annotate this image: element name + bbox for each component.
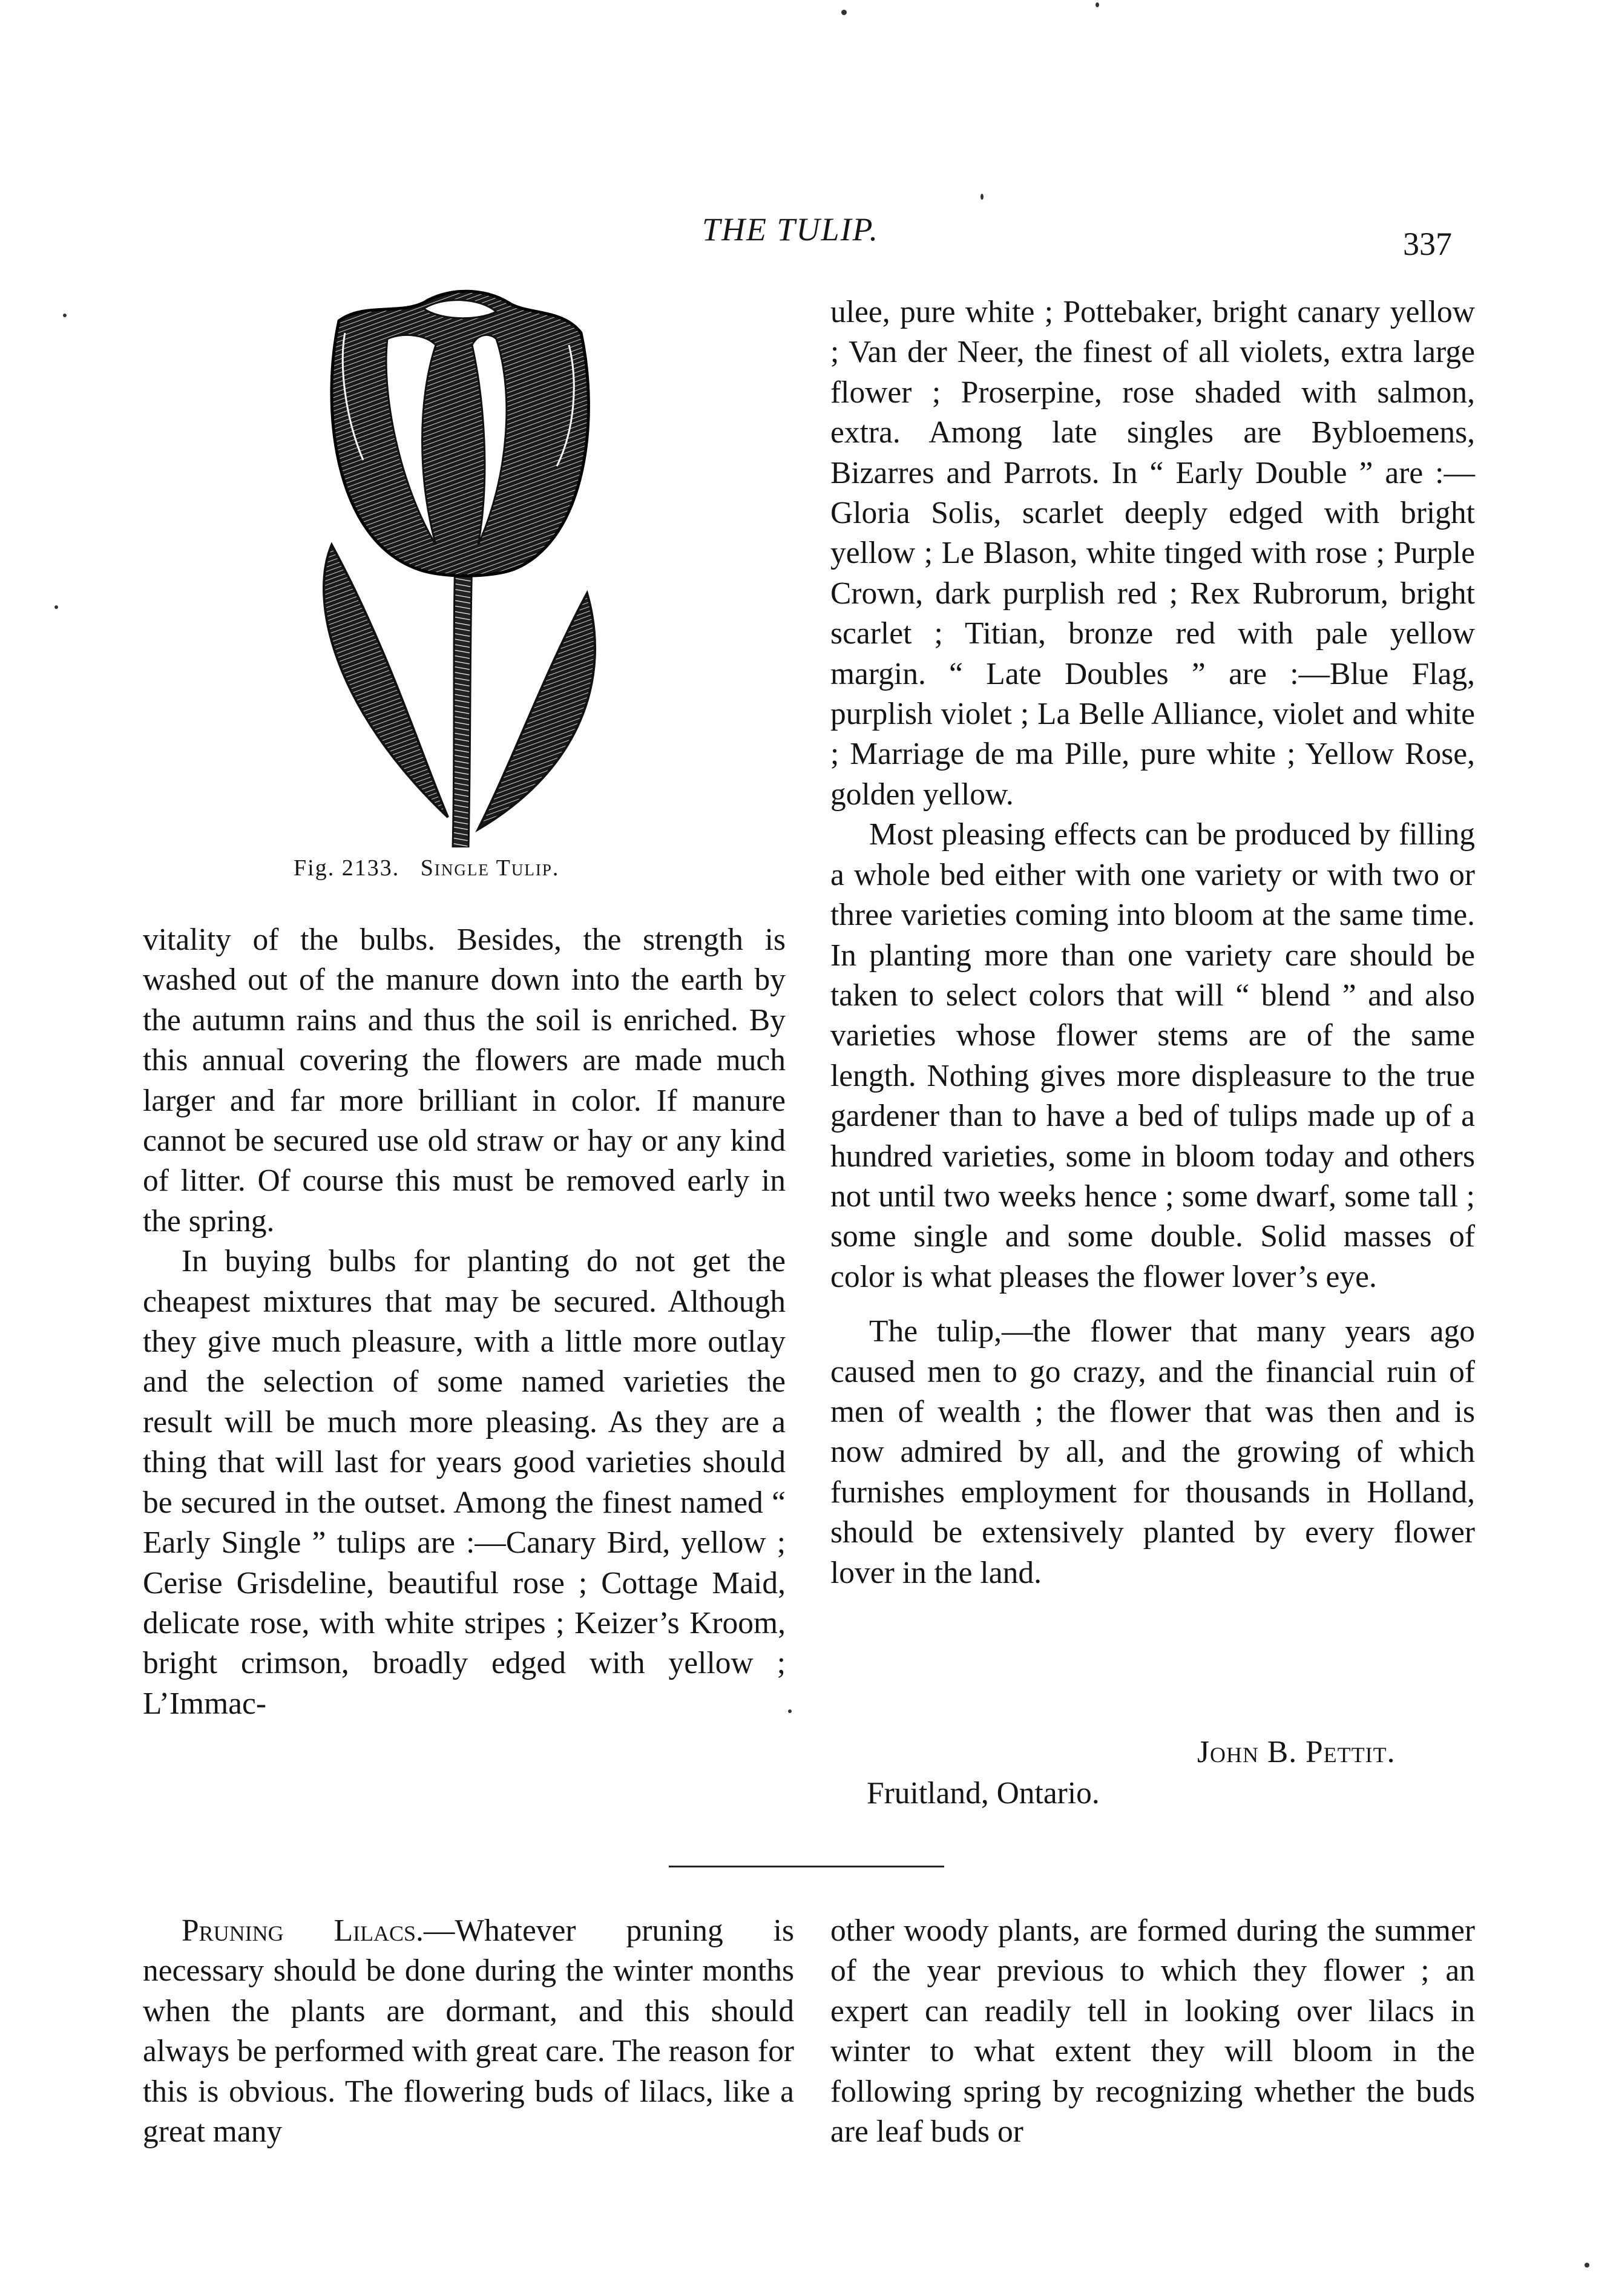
scan-speck: [980, 194, 984, 200]
scan-speck: [841, 10, 847, 15]
scan-speck: [1585, 2263, 1589, 2268]
figure-label: Single Tulip.: [420, 855, 560, 881]
paragraph: Most pleasing effects can be produced by filling a whole bed either with one variety or with two or three varieties coming into bloom at the same time. In planting more than one variety care should be taken to select colors that will “ blend ” and also varieties whose flower stems are of the same length. Nothing gives more displeasure to the true gardener than to have a bed of tulips made up of a hundred varieties, some in bloom today and others not until two weeks hence ; some dwarf, some tall ; some single and some double. Solid masses of color is what pleases the flower lover’s eye.: [830, 817, 1475, 1294]
scan-speck: [788, 1709, 792, 1713]
paragraph-text: —Whatever pruning is necessary should be done during the winter months when the plants are dormant, and this should always be performed with great care. The reason for this is obvious. The flowering buds of lilacs, like a great many: [143, 1913, 794, 2150]
figure-number: Fig. 2133.: [294, 855, 400, 881]
paragraph: The tulip,—the flower that many years ago caused men to go crazy, and the financial ruin of men of wealth ; the flower that was then and is now admired by all, and the growing of which furnishes employment for thousands in Holland, should be extensively planted by every flower lover in the land.: [830, 1314, 1475, 1590]
figure-caption: [294, 855, 559, 881]
scan-speck: [1095, 2, 1099, 7]
article-right-column: [830, 292, 1475, 1593]
author-signature: John B. Pettit.: [1197, 1735, 1396, 1769]
author-location: Fruitland, Ontario.: [867, 1776, 1100, 1811]
tulip-illustration: [297, 285, 623, 847]
paragraph: other woody plants, are formed during the summer of the year previous to which they flower ; an expert can readily tell in looking over lilacs in winter to what extent they will bloom in the following spring by recognizing whether the buds are leaf buds or: [830, 1913, 1475, 2150]
page-title: THE TULIP.: [702, 211, 879, 248]
paragraph: ulee, pure white ; Pottebaker, bright canary yellow ; Van der Neer, the finest of all violets, extra large flower ; Proserpine, rose shaded with salmon, extra. Among late singles are Bybloemens, Bizarres and Parrots. In “ Early Double ” are :—Gloria Solis, scarlet deeply edged with bright yellow ; Le Blason, white tinged with rose ; Purple Crown, dark purplish red ; Rex Rubrorum, bright scarlet ; Titian, bronze red with pale yellow margin. “ Late Doubles ” are :—Blue Flag, purplish violet ; La Belle Alliance, violet and white ; Marriage de ma Pille, pure white ; Yellow Rose, golden yellow.: [830, 295, 1475, 812]
page-number: 337: [1403, 226, 1452, 262]
next-article-left-column: [143, 1911, 794, 2152]
scan-speck: [63, 314, 67, 317]
paragraph: [143, 1911, 794, 2152]
section-divider: [669, 1866, 944, 1867]
tulip-engraving: [297, 285, 623, 847]
article-left-column: [143, 920, 786, 1724]
scan-speck: [54, 605, 58, 609]
paragraph: In buying bulbs for planting do not get the cheapest mixtures that may be secured. Although they give much pleasure, with a little more outlay and the selection of some named varieties the result will be much more pleasing. As they are a thing that will last for years good varieties should be secured in the outset. Among the finest named “ Early Single ” tulips are :—Canary Bird, yellow ; Cerise Grisdeline, beautiful rose ; Cottage Maid, delicate rose, with white stripes ; Keizer’s Kroom, bright crimson, broadly edged with yellow ; L’Immac-: [143, 1244, 786, 1721]
section-heading: Pruning Lilacs.: [182, 1913, 424, 1948]
paragraph: vitality of the bulbs. Besides, the strength is washed out of the manure down into the earth by the autumn rains and thus the soil is enriched. By this annual covering the flowers are made much larger and far more brilliant in color. If manure cannot be secured use old straw or hay or any kind of litter. Of course this must be removed early in the spring.: [143, 923, 786, 1238]
next-article-right-column: [830, 1911, 1475, 2152]
